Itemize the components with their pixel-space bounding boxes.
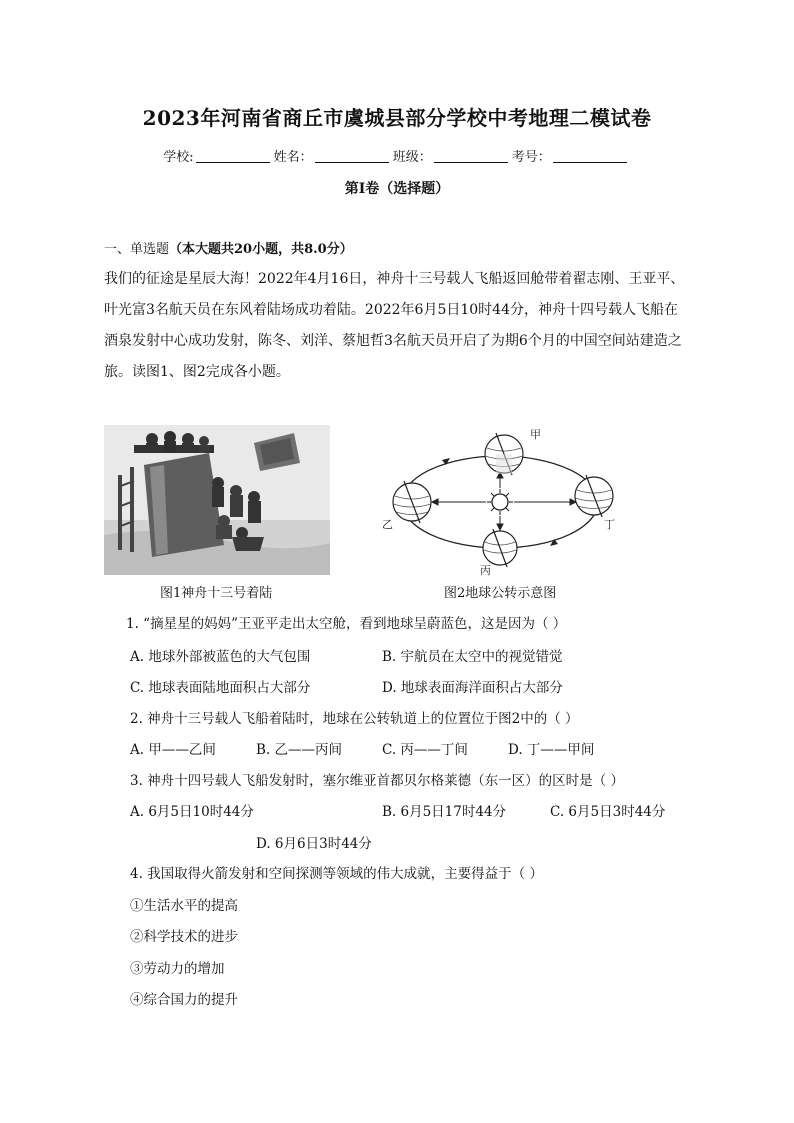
earth-orbit-diagram (372, 418, 624, 578)
orbit-label-ding: 丁 (604, 518, 615, 531)
question-2-stem: 2. 神舟十三号载人飞船着陆时，地球在公转轨道上的位置位于图2中的（ ） (130, 711, 579, 727)
name-blank[interactable] (315, 150, 389, 163)
q3-option-a[interactable]: A. 6月5日10时44分 (130, 804, 254, 820)
passage-line: 我们的征途是星辰大海！2022年4月16日，神舟十三号载人飞船返回舱带着翟志刚、王亚平、 (104, 271, 685, 287)
q4-choice-2[interactable]: ②科学技术的进步 (130, 929, 238, 945)
landing-photo (104, 425, 330, 575)
q2-option-b[interactable]: B. 乙——丙间 (256, 742, 343, 758)
student-info-line (0, 146, 794, 165)
q1-option-b[interactable]: B. 宇航员在太空中的视觉错觉 (382, 649, 563, 665)
q2-option-a[interactable]: A. 甲——乙间 (130, 742, 216, 758)
passage-line: 叶光富3名航天员在东风着陆场成功着陆。2022年6月5日10时44分，神舟十四号载人飞船在 (104, 302, 678, 318)
q4-choice-3[interactable]: ③劳动力的增加 (130, 961, 225, 977)
passage-line: 酒泉发射中心成功发射，陈冬、刘洋、蔡旭哲3名航天员开启了为期6个月的中国空间站建造之 (104, 333, 682, 349)
orbit-label-bing: 丙 (480, 564, 491, 577)
q2-option-d[interactable]: D. 丁——甲间 (508, 742, 595, 758)
number-blank[interactable] (553, 150, 627, 163)
name-label: 姓名： (273, 150, 313, 165)
passage-line: 旅。读图1、图2完成各小题。 (104, 364, 290, 380)
q1-option-d[interactable]: D. 地球表面海洋面积占大部分 (382, 680, 563, 696)
q4-choice-4[interactable]: ④综合国力的提升 (130, 992, 238, 1008)
volume-heading: 第I卷（选择题） (344, 181, 450, 197)
school-blank[interactable] (196, 150, 270, 163)
q1-option-c[interactable]: C. 地球表面陆地面积占大部分 (130, 680, 311, 696)
orbit-label-yi: 乙 (382, 518, 393, 531)
fig2-caption: 图2地球公转示意图 (444, 586, 557, 601)
class-label: 班级： (392, 150, 432, 165)
q2-option-c[interactable]: C. 丙——丁间 (382, 742, 468, 758)
orbit-label-jia: 甲 (530, 428, 541, 441)
number-label: 考号： (511, 150, 551, 165)
question-3-stem: 3. 神舟十四号载人飞船发射时，塞尔维亚首都贝尔格莱德（东一区）的区时是（ ） (130, 773, 624, 789)
class-blank[interactable] (434, 150, 508, 163)
section-note: （本大题共20小题，共8.0分） (169, 242, 353, 257)
reading-passage (104, 264, 696, 388)
q3-option-c[interactable]: C. 6月5日3时44分 (550, 804, 666, 820)
exam-title: 2023年河南省商丘市虞城县部分学校中考地理二模试卷 (142, 106, 652, 130)
section-heading (104, 238, 353, 257)
question-1-stem: 1. “摘星星的妈妈”王亚平走出太空舱，看到地球呈蔚蓝色，这是因为（ ） (126, 616, 567, 632)
school-label: 学校: (163, 150, 194, 165)
q3-option-b[interactable]: B. 6月5日17时44分 (382, 804, 507, 820)
section-label: 一、单选题 (104, 242, 170, 257)
q4-choice-1[interactable]: ①生活水平的提高 (130, 898, 238, 914)
q3-option-d[interactable]: D. 6月6日3时44分 (256, 836, 372, 852)
fig1-caption: 图1神舟十三号着陆 (160, 586, 273, 601)
question-4-stem: 4. 我国取得火箭发射和空间探测等领域的伟大成就，主要得益于（ ） (130, 866, 543, 882)
q1-option-a[interactable]: A. 地球外部被蓝色的大气包围 (130, 649, 311, 665)
